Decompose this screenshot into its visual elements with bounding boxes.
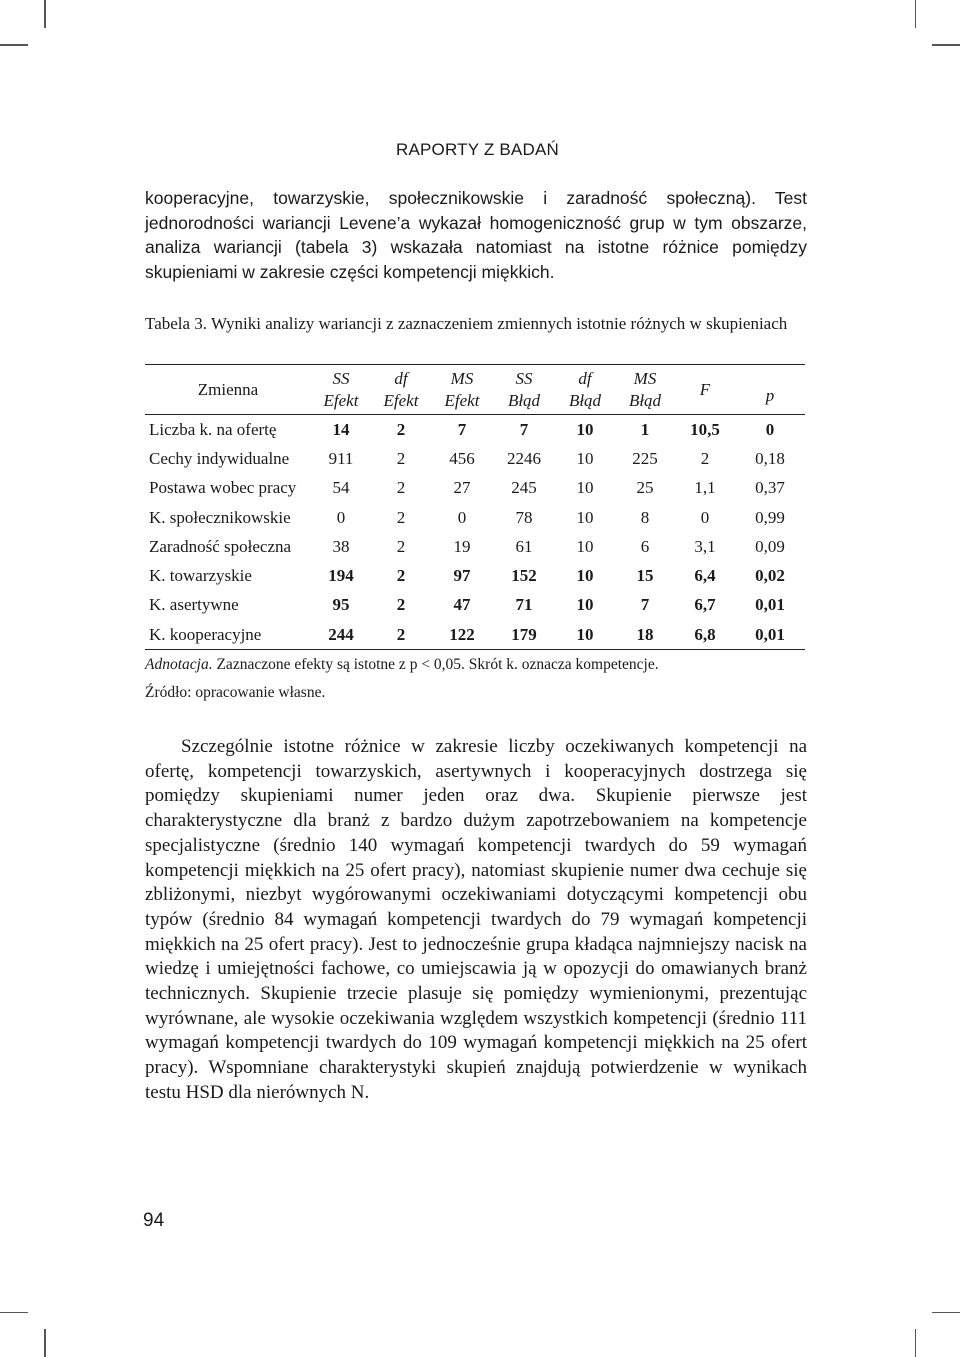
page-number: 94 [143,1210,165,1231]
table-caption: Tabela 3. Wyniki analizy wariancji z zaznaczeniem zmiennych istotnie różnych w skupieniach [145,314,788,333]
cell-ms-e: 122 [449,624,475,644]
cell-df-b: 10 [576,478,594,498]
paragraph-analysis: Szczególnie istotne różnice w zakresie liczby oczekiwanych kompetencji na ofertę, kompetencji towarzyskich, asertywnych i kooperacyjnych dostrzega się pomiędzy skupieniami numer jeden oraz dwa. Skupienie pierwsze jest charakterystyczne dla branż z bardzo dużym zapotrzebowaniem na kompetencje specjalistyczne (średnio 140 wymagań kompetencji twardych do 59 wymagań kompetencji miękkich na 25 ofert pracy), natomiast skupienie numer dwa cechuje się zbliżonymi, niezbyt wygórowanymi oczekiwaniami dotyczącymi kompetencji obu typów (średnio 84 wymagań kompetencji twardych do 79 wymagań kompetencji miękkich na 25 ofert pracy). Jest to jednocześnie grupa kładąca najmniejszy nacisk na wiedzę i umiejętności fachowe, co umiejscawia ją w opozycji do omawianych branż technicznych. Skupienie trzecie plasuje się pomiędzy wymienionymi, prezentując wyrównane, ale wysokie oczekiwania względem wszystkich kompetencji (średnio 111 wymagań kompetencji twardych do 109 wymagań kompetencji miękkich na 25 ofert pracy). Wspomniane charakterystyki skupień znajdują potwierdzenie w wynikach testu HSD dla nierównych N. [145,736,807,1103]
cell-df-e: 2 [396,507,406,527]
cell-ms-e: 456 [449,448,475,468]
cell-ss-b: 61 [515,536,533,556]
cell-ms-b: 225 [632,448,658,468]
cell-df-e: 2 [396,624,406,644]
cell-p: 0,01 [755,595,785,615]
cell-ms-b: 18 [636,624,654,644]
cell-ss-b: 245 [511,478,537,498]
cell-df-b: 10 [576,448,594,468]
table-row [145,561,805,590]
variable-name: Postawa wobec pracy [149,478,297,498]
cell-ms-e: 97 [453,566,471,586]
crop-mark [932,1312,960,1314]
cell-ms-e: 7 [457,419,467,439]
cell-ss-e: 95 [332,595,350,615]
cell-df-e: 2 [396,419,406,439]
table-row [145,591,805,620]
cell-df-e: 2 [396,448,406,468]
note-text: Zaznaczone efekty są istotne z p < 0,05. Skrót k. oznacza kompetencje. [212,656,659,673]
cell-df-b: 10 [576,507,594,527]
cell-df-b: 10 [576,566,594,586]
table-row [145,620,805,650]
paragraph-intro: kooperacyjne, towarzyskie, społecznikowskie i zaradność społeczną). Test jednorodności wariancji Levene’a wykazał homogeniczność grup w tym obszarze, analiza wariancji (tabela 3) wskazała natomiast na istotne różnice pomiędzy skupieniami w zakresie części kompetencji miękkich. [145,188,807,283]
cell-ss-e: 244 [328,624,354,644]
cell-ms-b: 15 [636,566,654,586]
table-source: Źródło: opracowanie własne. [145,684,326,701]
cell-p: 0,01 [755,624,785,644]
table-row [145,444,805,473]
cell-ms-e: 19 [453,536,471,556]
header-ms-blad: MS Błąd [628,369,662,410]
cell-ms-b: 7 [640,595,650,615]
cell-p: 0,18 [755,448,785,468]
note-label: Adnotacja. [145,656,213,673]
cell-p: 0,09 [755,536,785,556]
cell-p: 0 [765,419,775,439]
table-header-row [145,365,805,415]
cell-ss-e: 194 [328,566,354,586]
variable-name: K. społecznikowskie [149,507,291,527]
anova-table [145,364,805,650]
cell-df-e: 2 [396,566,406,586]
table-row [145,532,805,561]
crop-mark [0,1312,28,1314]
running-head: RAPORTY Z BADAŃ [396,140,559,159]
cell-f: 1,1 [694,478,716,498]
cell-f: 2 [700,448,710,468]
cell-f: 6,4 [694,566,716,586]
cell-ms-b: 6 [640,536,650,556]
crop-mark [915,1329,917,1357]
cell-df-b: 10 [576,536,594,556]
table-note [145,655,807,675]
crop-mark [932,44,960,46]
cell-ss-e: 38 [332,536,350,556]
cell-df-b: 10 [576,419,594,439]
table-row [145,503,805,532]
header-ss-blad: SS Błąd [507,369,541,410]
cell-df-e: 2 [396,478,406,498]
table-row [145,415,805,445]
cell-ss-e: 54 [332,478,350,498]
cell-df-b: 10 [576,595,594,615]
cell-p: 0,37 [755,478,785,498]
cell-df-e: 2 [396,595,406,615]
header-df-efekt: df Efekt [383,369,419,410]
header-f: F [699,380,711,399]
cell-ss-b: 71 [515,595,533,615]
variable-name: K. towarzyskie [149,566,252,586]
header-ss-efekt: SS Efekt [323,369,359,410]
cell-f: 10,5 [690,419,720,439]
cell-ss-e: 911 [328,448,354,468]
variable-name: K. kooperacyjne [149,624,262,644]
cell-ms-b: 1 [640,419,650,439]
cell-ms-e: 27 [453,478,471,498]
cell-f: 6,7 [694,595,716,615]
cell-ss-e: 0 [336,507,346,527]
crop-mark [915,0,917,28]
cell-ms-b: 25 [636,478,654,498]
crop-mark [44,0,46,28]
cell-ss-b: 179 [511,624,537,644]
cell-p: 0,02 [755,566,785,586]
cell-ss-b: 78 [515,507,533,527]
variable-name: Liczba k. na ofertę [149,419,277,439]
header-zmienna: Zmienna [197,380,259,399]
variable-name: Cechy indywidualne [149,448,290,468]
header-df-blad: df Błąd [568,369,602,410]
cell-ms-e: 47 [453,595,471,615]
cell-f: 6,8 [694,624,716,644]
cell-ms-b: 8 [640,507,650,527]
cell-ss-b: 152 [511,566,537,586]
cell-df-b: 10 [576,624,594,644]
crop-mark [44,1329,46,1357]
cell-ms-e: 0 [457,507,467,527]
header-p: p [765,385,775,405]
crop-mark [0,44,28,46]
cell-f: 3,1 [694,536,716,556]
variable-name: K. asertywne [149,595,239,615]
cell-p: 0,99 [755,507,785,527]
cell-df-e: 2 [396,536,406,556]
header-ms-efekt: MS Efekt [444,369,480,410]
table-row [145,474,805,503]
cell-ss-e: 14 [332,419,350,439]
variable-name: Zaradność społeczna [149,536,292,556]
cell-ss-b: 7 [519,419,529,439]
cell-ss-b: 2246 [507,448,541,468]
cell-f: 0 [700,507,710,527]
